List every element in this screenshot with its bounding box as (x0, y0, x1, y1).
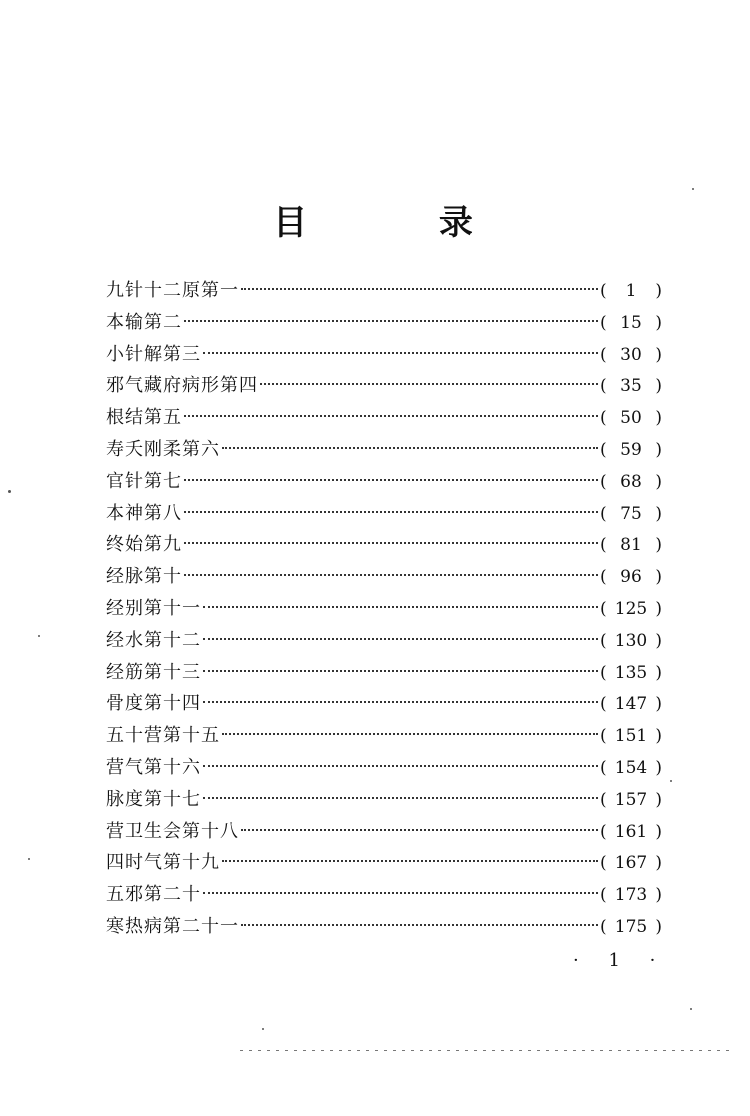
right-paren: ) (655, 535, 662, 556)
toc-entry (106, 657, 662, 689)
left-paren: ( (600, 662, 607, 683)
toc-page-number: 167 (614, 853, 648, 874)
right-paren: ) (655, 567, 662, 588)
toc-entry-title: 寒热病第二十一 (106, 915, 239, 937)
toc-entry (106, 784, 662, 816)
scan-speck (8, 490, 11, 493)
toc-page-number: 173 (614, 885, 648, 906)
left-paren: ( (600, 471, 607, 492)
toc-page-number: 35 (620, 376, 642, 397)
right-paren: ) (655, 885, 662, 906)
toc-page-number: 68 (620, 471, 642, 492)
toc-dot-leader (241, 288, 598, 290)
left-paren: ( (600, 567, 607, 588)
left-paren: ( (600, 408, 607, 429)
left-paren: ( (600, 885, 607, 906)
right-paren: ) (655, 471, 662, 492)
toc-entry (106, 339, 662, 371)
left-paren: ( (600, 281, 607, 301)
toc-page-number: 157 (614, 789, 648, 810)
toc-page-number: 30 (620, 344, 642, 365)
toc-entry-page (600, 880, 662, 912)
toc-entry (106, 752, 662, 784)
left-paren: ( (600, 503, 607, 524)
left-paren: ( (600, 694, 607, 715)
right-paren: ) (655, 694, 662, 715)
toc-entry-page (600, 721, 662, 753)
toc-page-number: 59 (620, 439, 642, 460)
toc-entry-title: 营卫生会第十八 (106, 820, 239, 842)
toc-entry-page (600, 340, 662, 372)
toc-entry-title: 脉度第十七 (106, 788, 201, 810)
toc-entry-title: 经别第十一 (106, 597, 201, 619)
toc-entry (106, 370, 662, 402)
toc-page-number: 50 (620, 408, 642, 429)
toc-dot-leader (184, 542, 598, 544)
toc-dot-leader (203, 701, 598, 703)
toc-entry-page (600, 562, 662, 594)
scan-speck (692, 188, 694, 190)
left-paren: ( (600, 376, 607, 397)
toc-page-number: 135 (614, 662, 648, 683)
toc-dot-leader (184, 511, 598, 513)
toc-entry (106, 307, 662, 339)
scan-speck (28, 858, 30, 860)
toc-entry-page (600, 435, 662, 467)
toc-dot-leader (184, 574, 598, 576)
toc-entry-page (600, 467, 662, 499)
left-paren: ( (600, 821, 607, 842)
toc-entry-page (600, 308, 662, 340)
toc-entry (106, 498, 662, 530)
toc-dot-leader (222, 447, 598, 449)
left-paren: ( (600, 757, 607, 778)
toc-entry (106, 816, 662, 848)
toc-entry-page (600, 403, 662, 435)
toc-dot-leader (184, 415, 598, 417)
toc-entry-title: 经水第十二 (106, 629, 201, 651)
toc-entry-title: 本神第八 (106, 502, 182, 524)
toc-page-number: 125 (614, 598, 648, 619)
left-paren: ( (600, 312, 607, 333)
toc-dot-leader (241, 829, 598, 831)
left-paren: ( (600, 630, 607, 651)
toc-page-number: 154 (614, 757, 648, 778)
toc-dot-leader (203, 352, 598, 354)
right-paren: ) (655, 598, 662, 619)
toc-entry-title: 官针第七 (106, 470, 182, 492)
toc-dot-leader (203, 670, 598, 672)
toc-page-number: 15 (620, 312, 642, 333)
toc-entry-title: 骨度第十四 (106, 693, 201, 715)
toc-entry-title: 本输第二 (106, 311, 182, 333)
left-paren: ( (600, 439, 607, 460)
toc-dot-leader (203, 765, 598, 767)
toc-entry-page (600, 371, 662, 403)
toc-entry (106, 911, 662, 943)
right-paren: ) (655, 853, 662, 874)
left-paren: ( (600, 344, 607, 365)
toc-entry-page (600, 848, 662, 880)
toc-entry-title: 寿夭刚柔第六 (106, 438, 220, 460)
toc-entry-page (600, 817, 662, 849)
page-title: 目 录 (273, 203, 533, 243)
left-paren: ( (600, 789, 607, 810)
toc-entry (106, 593, 662, 625)
right-paren: ) (655, 503, 662, 524)
toc-entry-page (600, 912, 662, 944)
right-paren: ) (655, 630, 662, 651)
toc-entry (106, 720, 662, 752)
toc-entry-title: 五邪第二十 (106, 884, 201, 906)
toc-entry-title: 五十营第十五 (106, 725, 220, 747)
toc-entry-page (600, 785, 662, 817)
toc-dot-leader (203, 606, 598, 608)
toc-entry-title: 营气第十六 (106, 756, 201, 778)
toc-entry (106, 402, 662, 434)
toc-page-number: 175 (614, 916, 648, 937)
toc-dot-leader (184, 320, 598, 322)
scan-speck (262, 1028, 264, 1030)
table-of-contents (106, 275, 662, 943)
toc-entry (106, 879, 662, 911)
right-paren: ) (655, 662, 662, 683)
toc-entry-title: 九针十二原第一 (106, 280, 239, 301)
right-paren: ) (655, 789, 662, 810)
toc-page-number: 96 (620, 567, 642, 588)
toc-entry (106, 466, 662, 498)
left-paren: ( (600, 598, 607, 619)
toc-entry-page (600, 530, 662, 562)
toc-page-number: 161 (614, 821, 648, 842)
right-paren: ) (655, 757, 662, 778)
toc-entry (106, 529, 662, 561)
toc-entry (106, 561, 662, 593)
right-paren: ) (655, 821, 662, 842)
toc-page-number: 151 (614, 726, 648, 747)
scan-artifact-line (240, 1050, 730, 1051)
toc-entry-title: 邪气藏府病形第四 (106, 375, 258, 397)
toc-entry-title: 根结第五 (106, 407, 182, 429)
toc-entry-title: 经筋第十三 (106, 661, 201, 683)
right-paren: ) (655, 281, 662, 301)
right-paren: ) (655, 376, 662, 397)
left-paren: ( (600, 726, 607, 747)
toc-dot-leader (222, 860, 598, 862)
toc-entry (106, 847, 662, 879)
toc-entry-page (600, 626, 662, 658)
toc-dot-leader (203, 892, 598, 894)
toc-entry-page (600, 658, 662, 690)
left-paren: ( (600, 535, 607, 556)
toc-entry (106, 625, 662, 657)
toc-dot-leader (260, 383, 598, 385)
scan-speck (670, 780, 672, 782)
toc-dot-leader (184, 479, 598, 481)
toc-entry-title: 四时气第十九 (106, 852, 220, 874)
toc-dot-leader (241, 924, 598, 926)
right-paren: ) (655, 408, 662, 429)
toc-entry-page (600, 499, 662, 531)
toc-page-number: 75 (620, 503, 642, 524)
toc-entry (106, 434, 662, 466)
right-paren: ) (655, 439, 662, 460)
toc-entry-page (600, 689, 662, 721)
toc-entry-page (600, 276, 662, 308)
scan-speck (690, 1008, 692, 1010)
toc-entry-page (600, 594, 662, 626)
toc-entry (106, 688, 662, 720)
toc-entry-page (600, 753, 662, 785)
toc-entry-title: 终始第九 (106, 534, 182, 556)
toc-dot-leader (203, 638, 598, 640)
toc-entry (106, 275, 662, 307)
toc-dot-leader (203, 797, 598, 799)
left-paren: ( (600, 853, 607, 874)
toc-page-number: 130 (614, 630, 648, 651)
right-paren: ) (655, 916, 662, 937)
toc-page-number: 1 (625, 281, 637, 301)
toc-entry-title: 经脉第十 (106, 566, 182, 588)
scan-speck (38, 635, 40, 637)
toc-page-number: 81 (620, 535, 642, 556)
right-paren: ) (655, 726, 662, 747)
toc-dot-leader (222, 733, 598, 735)
page-number: · 1 · (573, 950, 668, 971)
left-paren: ( (600, 916, 607, 937)
toc-page-number: 147 (614, 694, 648, 715)
right-paren: ) (655, 344, 662, 365)
toc-entry-title: 小针解第三 (106, 343, 201, 365)
right-paren: ) (655, 312, 662, 333)
